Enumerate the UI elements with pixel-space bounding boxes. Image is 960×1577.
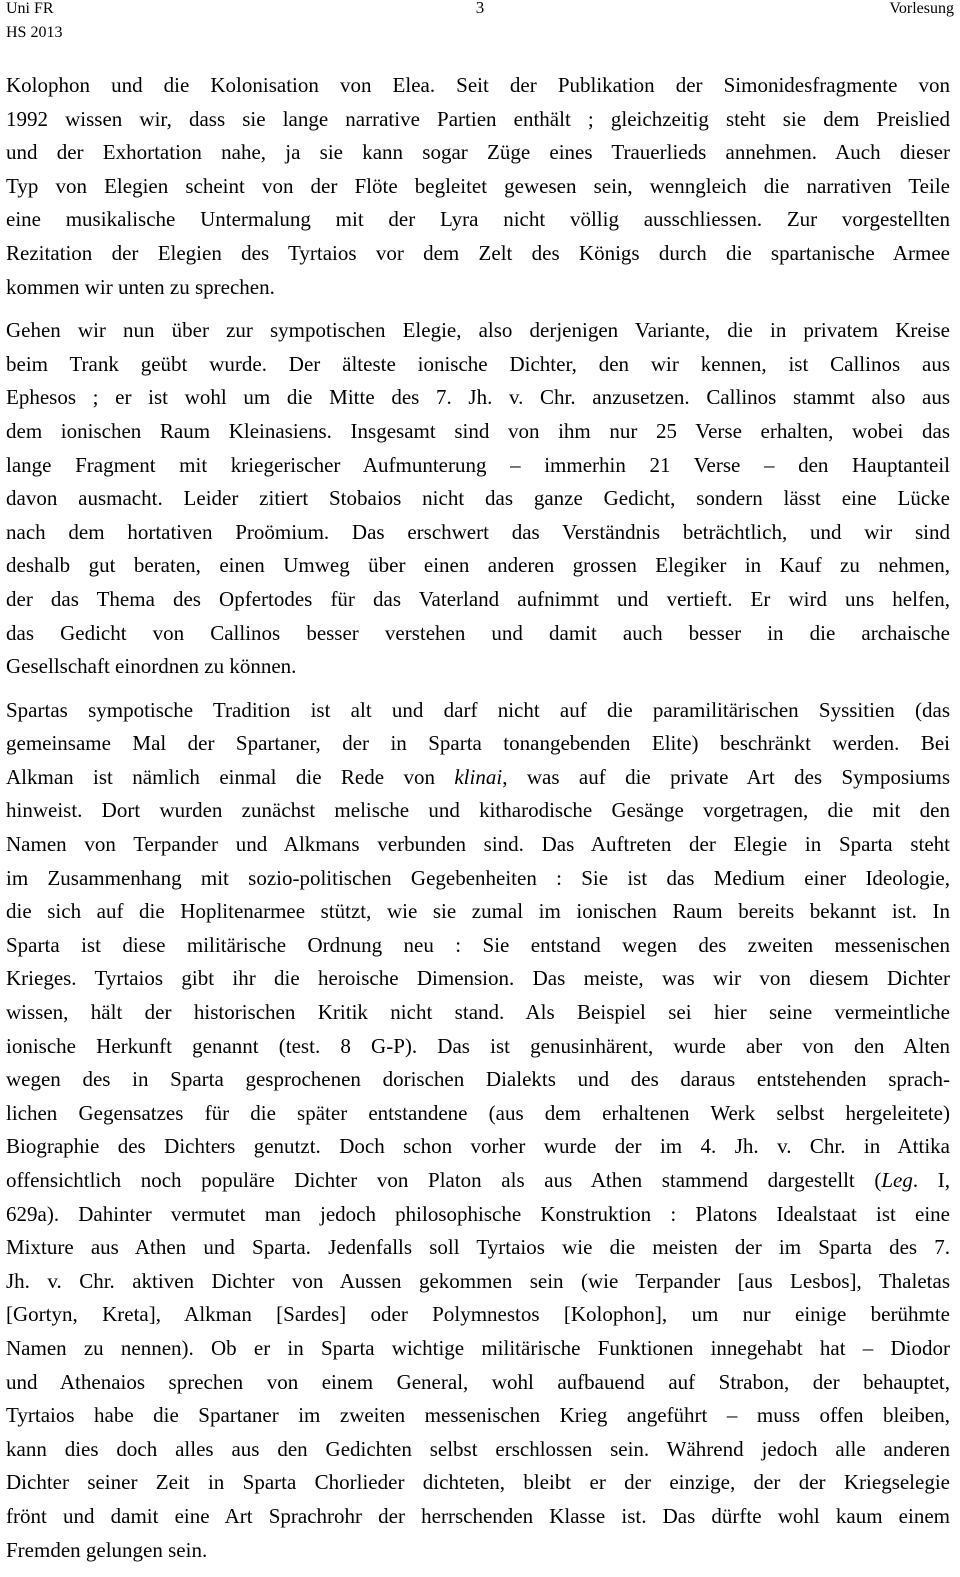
text-run: . I, xyxy=(912,1168,951,1192)
text-line: im Zusammenhang mit sozio-politischen Gegebenheiten : Sie ist das Medium einer Ideologie, xyxy=(6,865,950,890)
text-line: gemeinsame Mal der Spartaner, der in Sparta tonangebenden Elite) beschränkt werden. Bei xyxy=(6,731,950,756)
text-line: deshalb gut beraten, einen Umweg über einen anderen grossen Elegiker in Kauf zu nehmen, xyxy=(6,553,950,578)
page-number: 3 xyxy=(475,0,485,17)
text-line xyxy=(6,1164,950,1198)
text-line: davon ausmacht. Leider zitiert Stobaios nicht das ganze Gedicht, sondern lässt eine Lücke xyxy=(6,486,950,511)
text-line: Ephesos ; er ist wohl um die Mitte des 7. Jh. v. Chr. anzusetzen. Callinos stammt also aus xyxy=(6,385,950,410)
text-line: lichen Gegensatzes für die später entstandene (aus dem erhaltenen Werk selbst hergeleitete) xyxy=(6,1100,950,1125)
text-line: Namen zu nennen). Ob er in Sparta wichtige militärische Funktionen innegehabt hat – Diodor xyxy=(6,1335,950,1360)
text-line: Spartas sympotische Tradition ist alt und darf nicht auf die paramilitärischen Syssitien (das xyxy=(6,697,950,722)
paragraph xyxy=(6,314,950,684)
italic-term: klinai xyxy=(454,764,503,789)
text-line: Gesellschaft einordnen zu können. xyxy=(6,654,297,679)
text-line: die sich auf die Hoplitenarmee stützt, wie sie zumal im ionischen Raum bereits bekannt ist. In xyxy=(6,899,950,924)
text-line: nach dem hortativen Proömium. Das erschwert das Verständnis beträchtlich, und wir sind xyxy=(6,519,950,544)
text-line: Biographie des Dichters genutzt. Doch schon vorher wurde der im 4. Jh. v. Chr. in Attika xyxy=(6,1134,950,1159)
paragraph xyxy=(6,69,950,304)
text-line: wegen des in Sparta gesprochenen dorischen Dialekts und des daraus entstehenden sprach- xyxy=(6,1067,950,1092)
text-line: ionische Herkunft genannt (test. 8 G-P). Das ist genusinhärent, wurde aber von den Alten xyxy=(6,1033,950,1058)
university-label: Uni FR xyxy=(6,0,54,17)
text-line: Gehen wir nun über zur sympotischen Elegie, also derjenigen Variante, die in privatem Kreise xyxy=(6,318,950,343)
text-line: Mixture aus Athen und Sparta. Jedenfalls soll Tyrtaios wie die meisten der im Sparta des 7. xyxy=(6,1235,950,1260)
text-line: [Gortyn, Kreta], Alkman [Sardes] oder Polymnestos [Kolophon], um nur einige berühmte xyxy=(6,1302,950,1327)
text-line: hinweist. Dort wurden zunächst melische und kitharodische Gesänge vorgetragen, die mit den xyxy=(6,798,950,823)
text-line: 1992 wissen wir, dass sie lange narrative Partien enthält ; gleichzeitig steht sie dem Preislied xyxy=(6,106,950,131)
text-line: eine musikalische Untermalung mit der Lyra nicht völlig ausschliessen. Zur vorgestellten xyxy=(6,207,950,232)
text-line: der das Thema des Opfertodes für das Vaterland aufnimmt und vertieft. Er wird uns helfen, xyxy=(6,586,950,611)
document-body xyxy=(6,69,950,1577)
text-line: Jh. v. Chr. aktiven Dichter von Aussen gekommen sein (wie Terpander [aus Lesbos], Thaletas xyxy=(6,1268,950,1293)
page-header xyxy=(0,0,960,50)
text-line: das Gedicht von Callinos besser verstehen und damit auch besser in die archaische xyxy=(6,620,950,645)
text-line: beim Trank geübt wurde. Der älteste ionische Dichter, den wir kennen, ist Callinos aus xyxy=(6,351,950,376)
text-run: Alkman ist nämlich einmal die Rede von xyxy=(6,764,455,789)
text-run: , was auf die private Art des Symposiums xyxy=(502,764,950,789)
text-run: offensichtlich noch populäre Dichter von Platon als aus Athen stammend dargestellt ( xyxy=(6,1168,882,1192)
text-line: frönt und damit eine Art Sprachrohr der herrschenden Klasse ist. Das dürfte wohl kaum einem xyxy=(6,1503,950,1528)
paragraph xyxy=(6,694,950,1567)
text-line: und der Exhortation nahe, ja sie kann sogar Züge eines Trauerlieds annehmen. Auch dieser xyxy=(6,140,950,165)
text-line xyxy=(6,761,950,795)
text-line: kann dies doch alles aus den Gedichten selbst erschlossen sein. Während jedoch alle anderen xyxy=(6,1436,950,1461)
text-line: Sparta ist diese militärische Ordnung neu : Sie entstand wegen des zweiten messenischen xyxy=(6,932,950,957)
text-line: Krieges. Tyrtaios gibt ihr die heroische Dimension. Das meiste, was wir von diesem Dichter xyxy=(6,966,950,991)
text-line: 629a). Dahinter vermutet man jedoch philosophische Konstruktion : Platons Idealstaat ist eine xyxy=(6,1201,950,1226)
text-line: Kolophon und die Kolonisation von Elea. Seit der Publikation der Simonidesfragmente von xyxy=(6,73,950,97)
text-line: Fremden gelungen sein. xyxy=(6,1537,208,1562)
document-type-label: Vorlesung xyxy=(889,0,954,17)
text-line: Namen von Terpander und Alkmans verbunden sind. Das Auftreten der Elegie in Sparta steht xyxy=(6,832,950,857)
text-line: wissen, hält der historischen Kritik nicht stand. Als Beispiel sei hier seine vermeintliche xyxy=(6,1000,950,1025)
text-line: Tyrtaios habe die Spartaner im zweiten messenischen Krieg angeführt – muss offen bleiben, xyxy=(6,1403,950,1428)
semester-label: HS 2013 xyxy=(6,24,63,41)
text-line: kommen wir unten zu sprechen. xyxy=(6,274,275,299)
text-line: Rezitation der Elegien des Tyrtaios vor dem Zelt des Königs durch die spartanische Armee xyxy=(6,240,950,265)
italic-term: Leg xyxy=(881,1168,913,1192)
text-line: Typ von Elegien scheint von der Flöte begleitet gewesen sein, wenngleich die narrativen Teile xyxy=(6,173,950,198)
text-line: Dichter seiner Zeit in Sparta Chorlieder dichteten, bleibt er der einzige, der der Kriegselegie xyxy=(6,1470,950,1495)
text-line: dem ionischen Raum Kleinasiens. Insgesamt sind von ihm nur 25 Verse erhalten, wobei das xyxy=(6,418,950,443)
text-line: lange Fragment mit kriegerischer Aufmunterung – immerhin 21 Verse – den Hauptanteil xyxy=(6,452,950,477)
text-line: und Athenaios sprechen von einem General, wohl aufbauend auf Strabon, der behauptet, xyxy=(6,1369,950,1394)
